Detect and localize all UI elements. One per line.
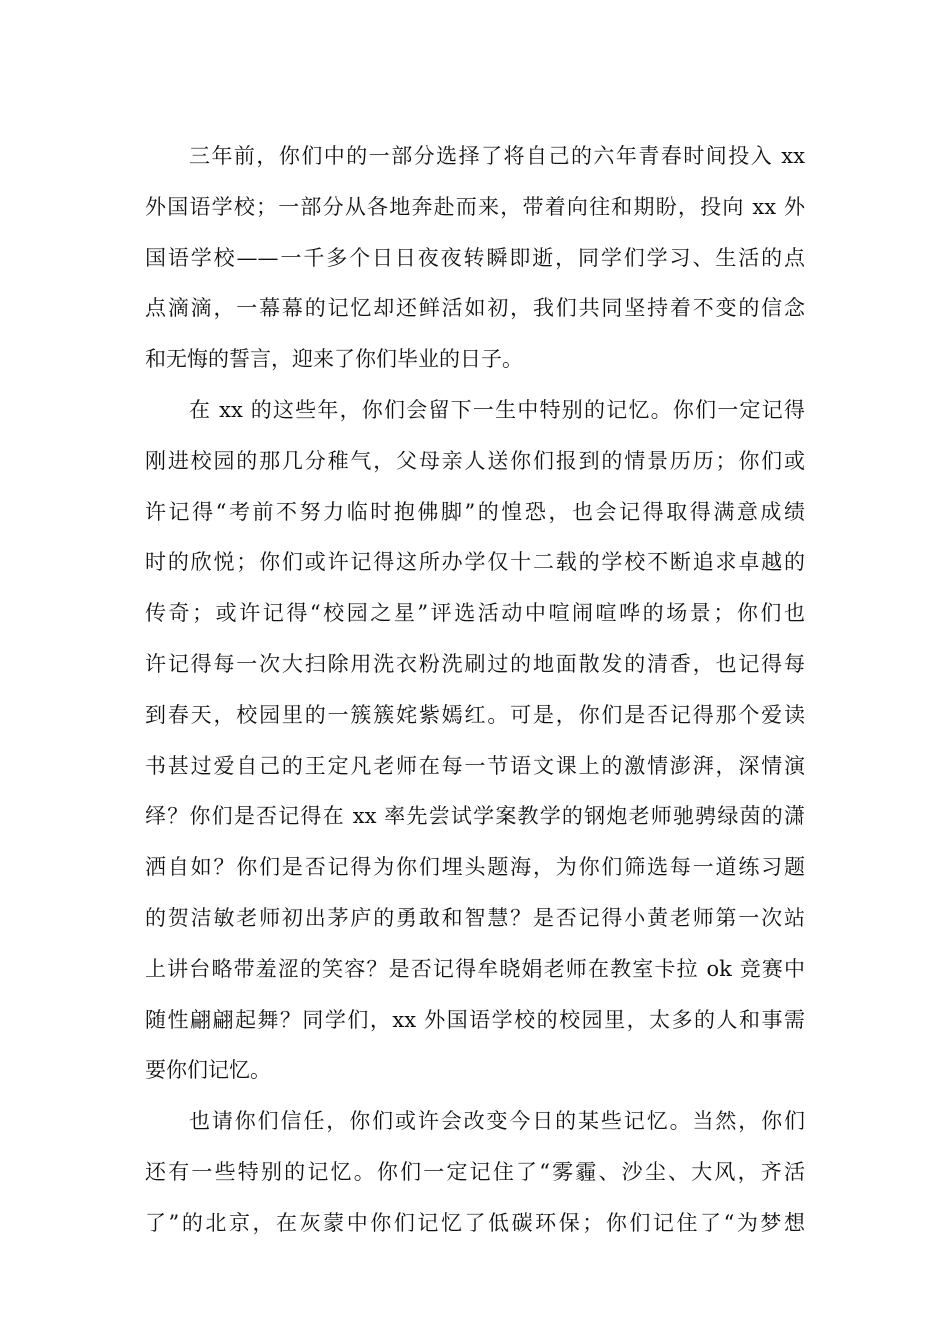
- text-line: 上讲台略带羞涩的笑容？是否记得牟晓娟老师在教室卡拉 ok 竞赛中: [145, 956, 805, 981]
- paragraph-3: [145, 1096, 805, 1248]
- text-line: 随性翩翩起舞？同学们，xx 外国语学校的校园里，太多的人和事需: [145, 1007, 805, 1032]
- text-line: 要你们记忆。: [145, 1058, 271, 1083]
- text-line: 了”的北京，在灰蒙中你们记忆了低碳环保；你们记住了“为梦想: [145, 1210, 805, 1235]
- text-line: 国语学校——一千多个日日夜夜转瞬即逝，同学们学习、生活的点: [145, 245, 805, 270]
- paragraph-1: [145, 131, 805, 385]
- text-line: 点滴滴，一幕幕的记忆却还鲜活如初，我们共同坚持着不变的信念: [145, 296, 805, 321]
- text-line: 也请你们信任，你们或许会改变今日的某些记忆。当然，你们: [189, 1109, 805, 1134]
- text-line: 的贺洁敏老师初出茅庐的勇敢和智慧？是否记得小黄老师第一次站: [145, 905, 805, 930]
- text-line: 到春天，校园里的一簇簇姹紫嫣红。可是，你们是否记得那个爱读: [145, 702, 805, 727]
- text-line: 传奇；或许记得“校园之星”评选活动中喧闹喧哗的场景；你们也: [145, 601, 805, 626]
- text-line: 刚进校园的那几分稚气，父母亲人送你们报到的情景历历；你们或: [145, 448, 805, 473]
- text-line: 许记得“考前不努力临时抱佛脚”的惶恐，也会记得取得满意成绩: [145, 499, 805, 524]
- paragraph-2: [145, 385, 805, 1096]
- text-line: 时的欣悦；你们或许记得这所办学仅十二载的学校不断追求卓越的: [145, 550, 805, 575]
- text-line: 在 xx 的这些年，你们会留下一生中特别的记忆。你们一定记得: [189, 397, 805, 422]
- text-line: 洒自如？你们是否记得为你们埋头题海，为你们筛选每一道练习题: [145, 855, 805, 880]
- text-line: 三年前，你们中的一部分选择了将自己的六年青春时间投入 xx: [189, 144, 805, 168]
- document-body: [145, 131, 805, 1249]
- text-line: 和无悔的誓言，迎来了你们毕业的日子。: [145, 347, 523, 372]
- text-line: 许记得每一次大扫除用洗衣粉洗刷过的地面散发的清香，也记得每: [145, 651, 805, 676]
- text-line: 绎？你们是否记得在 xx 率先尝试学案教学的钢炮老师驰骋绿茵的潇: [145, 804, 805, 829]
- text-line: 书甚过爱自己的王定凡老师在每一节语文课上的激情澎湃，深情演: [145, 753, 805, 778]
- text-line: 外国语学校；一部分从各地奔赴而来，带着向往和期盼，投向 xx 外: [145, 194, 805, 219]
- text-line: 还有一些特别的记忆。你们一定记住了“雾霾、沙尘、大风，齐活: [145, 1159, 805, 1184]
